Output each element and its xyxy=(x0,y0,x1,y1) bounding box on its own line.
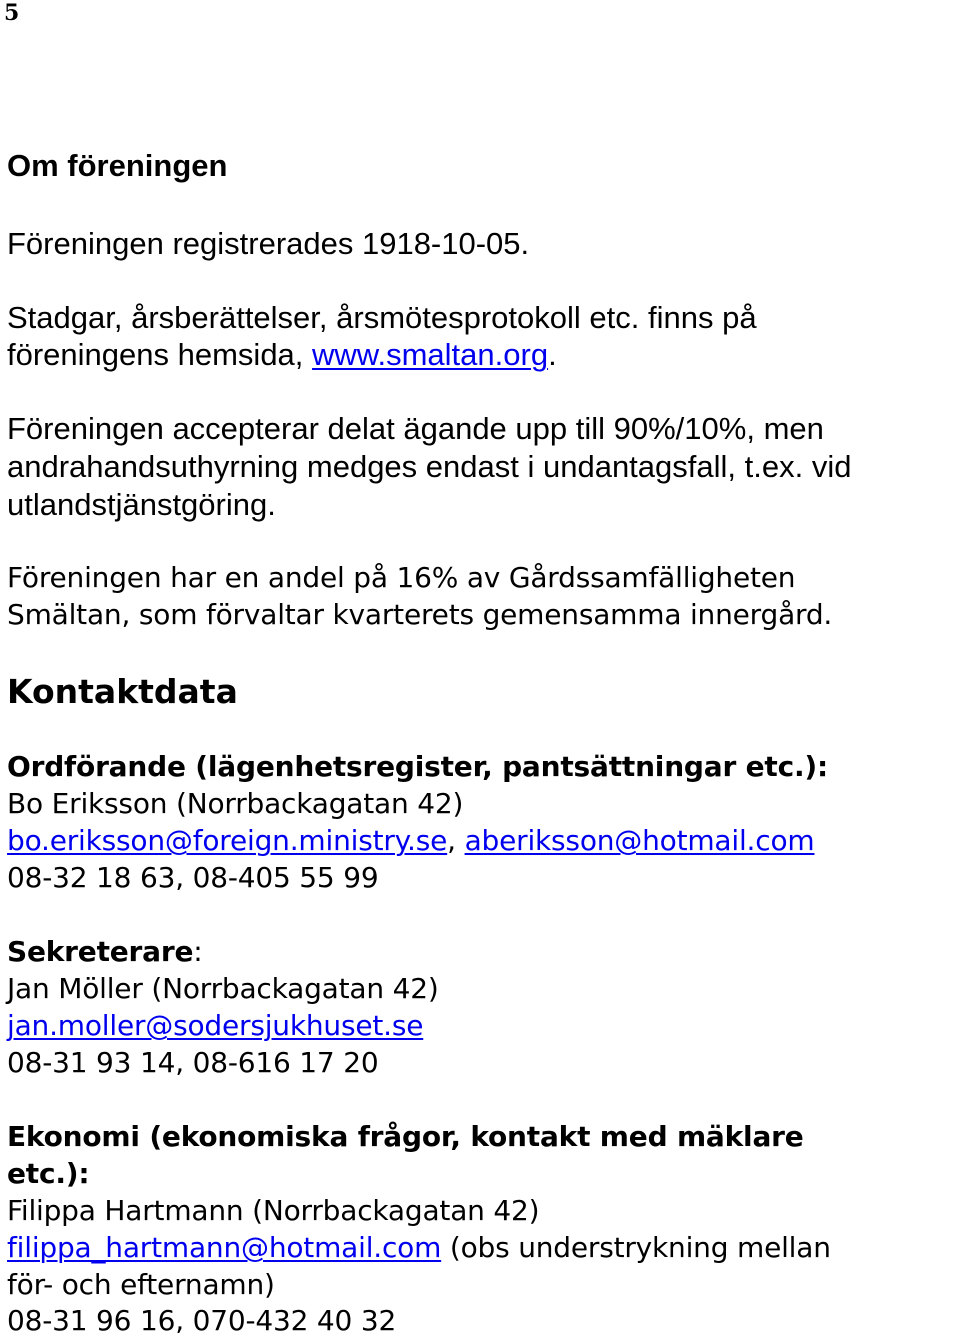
finance-name-address: Filippa Hartmann (Norrbackagatan 42) xyxy=(7,1194,540,1227)
secretary-phones: 08-31 93 14, 08-616 17 20 xyxy=(7,1046,379,1079)
finance-email-link[interactable]: filippa_hartmann@hotmail.com xyxy=(7,1231,442,1264)
page-number: 5 xyxy=(4,0,20,26)
secretary-name-address: Jan Möller (Norrbackagatan 42) xyxy=(7,972,439,1005)
email-separator: , xyxy=(447,824,465,857)
chair-email-link-2[interactable]: aberiksson@hotmail.com xyxy=(464,824,815,857)
finance-note-line1: (obs understrykning mellan xyxy=(441,1231,831,1264)
statutes-prefix: föreningens hemsida, xyxy=(7,337,313,372)
finance-phones: 08-31 96 16, 070-432 40 32 xyxy=(7,1304,397,1337)
chair-email-link-1[interactable]: bo.eriksson@foreign.ministry.se xyxy=(7,824,448,857)
secretary-role-suffix: : xyxy=(193,935,203,968)
chair-phones: 08-32 18 63, 08-405 55 99 xyxy=(7,861,379,894)
secretary-role-line xyxy=(7,933,203,970)
finance-email-line xyxy=(7,1229,831,1266)
ownership-text-line2: andrahandsuthyrning medges endast i undantagsfall, t.ex. vid xyxy=(7,449,852,484)
share-text-line1: Föreningen har en andel på 16% av Gårdssamfälligheten xyxy=(7,561,796,594)
finance-role-line1: Ekonomi (ekonomiska frågor, kontakt med mäklare xyxy=(7,1120,804,1153)
chair-name-address: Bo Eriksson (Norrbackagatan 42) xyxy=(7,787,464,820)
ownership-text-line3: utlandstjänstgöring. xyxy=(7,487,276,522)
secretary-email-link[interactable]: jan.moller@sodersjukhuset.se xyxy=(7,1009,424,1042)
statutes-text-line2 xyxy=(7,336,557,373)
statutes-suffix: . xyxy=(548,337,557,372)
ownership-text-line1: Föreningen accepterar delat ägande upp till 90%/10%, men xyxy=(7,411,824,446)
finance-role-line2: etc.): xyxy=(7,1157,90,1190)
registered-text: Föreningen registrerades 1918-10-05. xyxy=(7,226,530,261)
contacts-heading: Kontaktdata xyxy=(7,672,238,711)
secretary-role: Sekreterare xyxy=(7,935,194,968)
statutes-text-line1: Stadgar, årsberättelser, årsmötesprotokoll etc. finns på xyxy=(7,300,757,335)
finance-note-line2: för- och efternamn) xyxy=(7,1268,275,1301)
share-text-line2: Smältan, som förvaltar kvarterets gemensamma innergård. xyxy=(7,598,833,631)
website-link[interactable]: www.smaltan.org xyxy=(312,337,549,372)
about-heading: Om föreningen xyxy=(7,148,228,183)
chair-emails xyxy=(7,822,814,859)
chair-role: Ordförande (lägenhetsregister, pantsättningar etc.): xyxy=(7,750,829,783)
secretary-email-line xyxy=(7,1007,423,1044)
